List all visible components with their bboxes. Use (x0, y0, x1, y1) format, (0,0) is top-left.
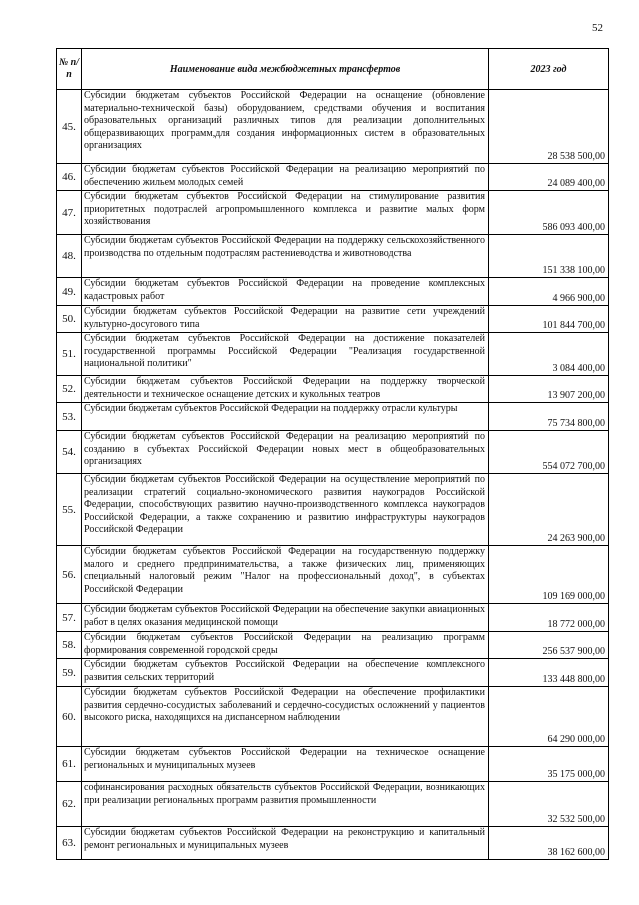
row-description: Субсидии бюджетам субъектов Российской Федерации на оснащение (обновление материально-технической базы) оборудованием, средствами обучения и воспитания образовательных организаций различных типов для реализации дополнительных общеразвивающих программ,для создания информационных систем в образовательных организациях (82, 90, 489, 164)
table-row (57, 90, 609, 164)
row-amount: 101 844 700,00 (489, 306, 609, 333)
row-description: Субсидии бюджетам субъектов Российской Федерации на реализацию программ формирования современной городской среды (82, 632, 489, 659)
row-amount: 24 263 900,00 (489, 474, 609, 546)
row-amount: 256 537 900,00 (489, 632, 609, 659)
table-row (57, 376, 609, 403)
row-description: Субсидии бюджетам субъектов Российской Федерации на осуществление мероприятий по реализации стратегий социально-экономического развития наукоградов Российской Федерации, способствующих развитию научно-производственного комплекса наукоградов Российской Федерации, а также сохранению и развитию инфраструктуры наукоградов Российской Федерации (82, 474, 489, 546)
table-row (57, 191, 609, 235)
table-row (57, 333, 609, 376)
table-row (57, 687, 609, 747)
row-number: 48. (57, 235, 82, 278)
row-number: 59. (57, 659, 82, 687)
row-amount: 32 532 500,00 (489, 782, 609, 827)
row-amount: 3 084 400,00 (489, 333, 609, 376)
row-amount: 109 169 000,00 (489, 546, 609, 604)
row-description: Субсидии бюджетам субъектов Российской Федерации на реконструкцию и капитальный ремонт региональных и муниципальных музеев (82, 827, 489, 860)
header-year: 2023 год (489, 49, 609, 90)
row-number: 53. (57, 403, 82, 431)
row-description: Субсидии бюджетам субъектов Российской Федерации на обеспечение профилактики развития сердечно-сосудистых заболеваний и сердечно-сосудистых осложнений у пациентов высокого риска, находящихся на диспансерном наблюдении (82, 687, 489, 747)
header-name: Наименование вида межбюджетных трансфертов (82, 49, 489, 90)
table-row (57, 164, 609, 191)
row-amount: 151 338 100,00 (489, 235, 609, 278)
row-amount: 24 089 400,00 (489, 164, 609, 191)
row-description: Субсидии бюджетам субъектов Российской Федерации на обеспечение комплексного развития сельских территорий (82, 659, 489, 687)
table-row (57, 782, 609, 827)
table-row (57, 474, 609, 546)
row-amount: 554 072 700,00 (489, 431, 609, 474)
table-row (57, 306, 609, 333)
row-description: Субсидии бюджетам субъектов Российской Федерации на поддержку сельскохозяйственного производства по отдельным подотраслям растениеводства и животноводства (82, 235, 489, 278)
row-amount: 4 966 900,00 (489, 278, 609, 306)
row-amount: 586 093 400,00 (489, 191, 609, 235)
table-row (57, 659, 609, 687)
row-number: 46. (57, 164, 82, 191)
row-number: 63. (57, 827, 82, 860)
row-description: Субсидии бюджетам субъектов Российской Федерации на проведение комплексных кадастровых работ (82, 278, 489, 306)
table-row (57, 827, 609, 860)
table-row (57, 431, 609, 474)
row-description: Субсидии бюджетам субъектов Российской Федерации на развитие сети учреждений культурно-досугового типа (82, 306, 489, 333)
row-amount: 64 290 000,00 (489, 687, 609, 747)
row-amount: 35 175 000,00 (489, 747, 609, 782)
row-number: 56. (57, 546, 82, 604)
row-description: Субсидии бюджетам субъектов Российской Федерации на реализацию мероприятий по созданию в субъектах Российской Федерации новых мест в общеобразовательных организациях (82, 431, 489, 474)
row-description: Субсидии бюджетам субъектов Российской Федерации на стимулирование развития приоритетных подотраслей агропромышленного комплекса и развитие малых форм хозяйствования (82, 191, 489, 235)
row-amount: 133 448 800,00 (489, 659, 609, 687)
row-description: Субсидии бюджетам субъектов Российской Федерации на реализацию мероприятий по обеспечению жильем молодых семей (82, 164, 489, 191)
row-number: 47. (57, 191, 82, 235)
row-amount: 28 538 500,00 (489, 90, 609, 164)
row-number: 55. (57, 474, 82, 546)
row-number: 62. (57, 782, 82, 827)
row-number: 45. (57, 90, 82, 164)
table-row (57, 278, 609, 306)
table-row (57, 632, 609, 659)
row-number: 49. (57, 278, 82, 306)
row-description: софинансирования расходных обязательств субъектов Российской Федерации, возникающих при реализации региональных программ развития промышленности (82, 782, 489, 827)
row-number: 52. (57, 376, 82, 403)
row-number: 61. (57, 747, 82, 782)
row-description: Субсидии бюджетам субъектов Российской Федерации на поддержку отрасли культуры (82, 403, 489, 431)
row-amount: 18 772 000,00 (489, 604, 609, 632)
row-number: 51. (57, 333, 82, 376)
table-row (57, 235, 609, 278)
page-number: 52 (592, 22, 603, 34)
table-row (57, 604, 609, 632)
row-number: 50. (57, 306, 82, 333)
row-description: Субсидии бюджетам субъектов Российской Федерации на поддержку творческой деятельности и техническое оснащение детских и кукольных театров (82, 376, 489, 403)
row-number: 60. (57, 687, 82, 747)
row-number: 57. (57, 604, 82, 632)
row-amount: 75 734 800,00 (489, 403, 609, 431)
row-amount: 13 907 200,00 (489, 376, 609, 403)
row-description: Субсидии бюджетам субъектов Российской Федерации на обеспечение закупки авиационных работ в целях оказания медицинской помощи (82, 604, 489, 632)
header-num: № п/п (57, 49, 82, 90)
transfers-table (56, 48, 609, 860)
table-row (57, 403, 609, 431)
row-number: 58. (57, 632, 82, 659)
row-description: Субсидии бюджетам субъектов Российской Федерации на достижение показателей государственной программы Российской Федерации "Реализация государственной национальной политики" (82, 333, 489, 376)
row-number: 54. (57, 431, 82, 474)
table-row (57, 546, 609, 604)
row-amount: 38 162 600,00 (489, 827, 609, 860)
table-row (57, 747, 609, 782)
row-description: Субсидии бюджетам субъектов Российской Федерации на техническое оснащение региональных и муниципальных музеев (82, 747, 489, 782)
row-description: Субсидии бюджетам субъектов Российской Федерации на государственную поддержку малого и среднего предпринимательства, а также физических лиц, применяющих специальный налоговый режим "Налог на профессиональный доход", в субъектах Российской Федерации (82, 546, 489, 604)
table-header-row (57, 49, 609, 90)
